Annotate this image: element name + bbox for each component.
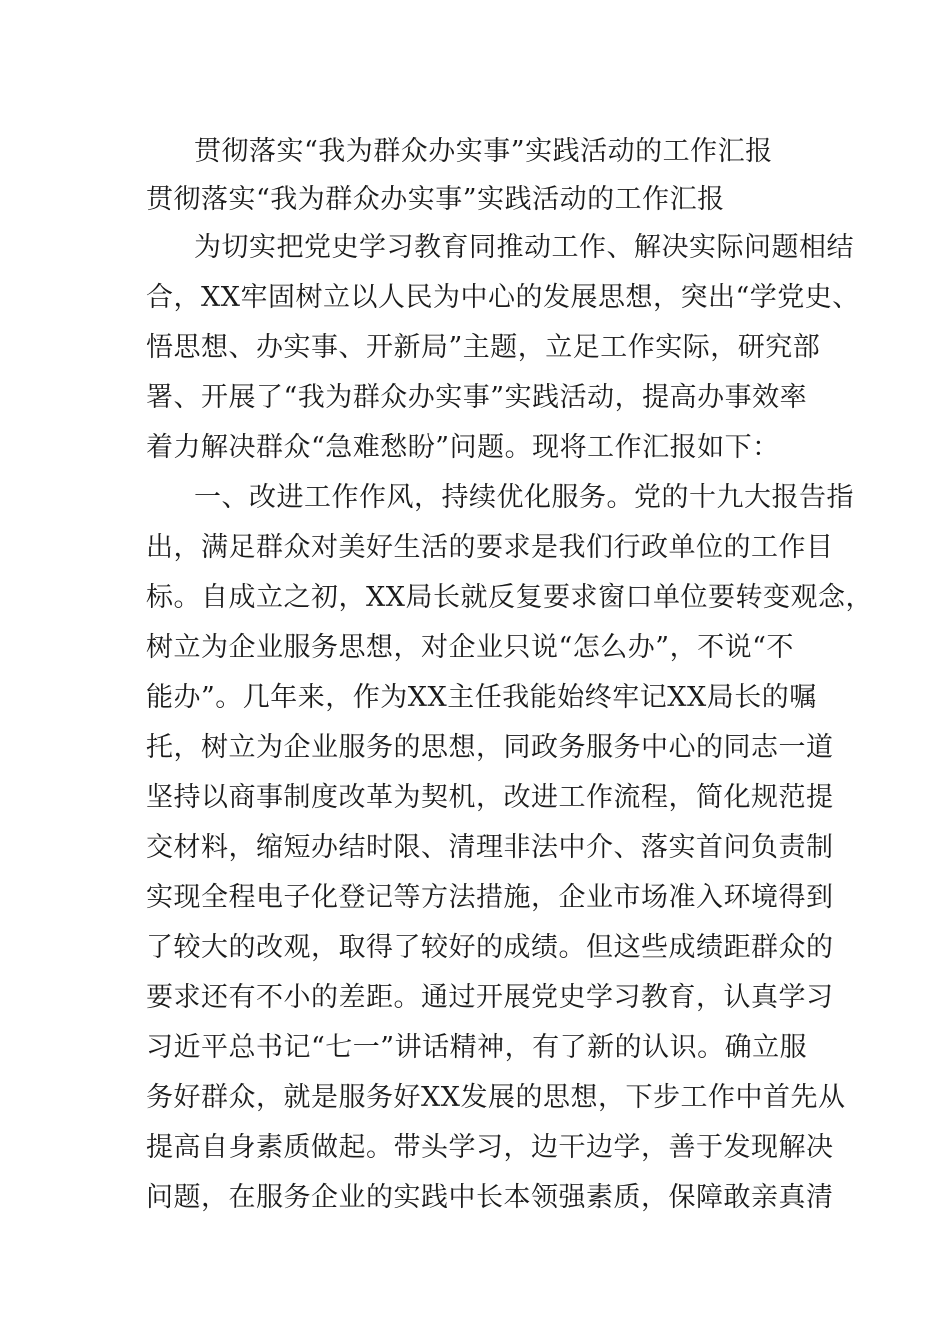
body-line: 了较大的改观，取得了较好的成绩。但这些成绩距群众的 [146,932,834,963]
body-line: 问题，在服务企业的实践中长本领强素质，保障敢亲真清 [146,1182,834,1213]
body-line: 实现全程电子化登记等方法措施，企业市场准入环境得到 [146,882,834,913]
document-subtitle: 贯彻落实“我为群众办实事”实践活动的工作汇报 [146,184,725,215]
document-title: 贯彻落实“我为群众办实事”实践活动的工作汇报 [194,136,773,167]
body-line: 务好群众，就是服务好XX发展的思想，下步工作中首先从 [146,1082,846,1113]
body-line: 为切实把党史学习教育同推动工作、解决实际问题相结 [194,232,854,263]
body-line: 提高自身素质做起。带头学习，边干边学，善于发现解决 [146,1132,834,1163]
body-line: 坚持以商事制度改革为契机，改进工作流程，简化规范提 [146,782,834,813]
body-line: 能办”。几年来，作为XX主任我能始终牢记XX局长的嘱 [146,682,817,713]
body-line: 悟思想、办实事、开新局”主题，立足工作实际，研究部 [146,332,821,363]
body-line: 托，树立为企业服务的思想，同政务服务中心的同志一道 [146,732,834,763]
body-line: 习近平总书记“七一”讲话精神，有了新的认识。确立服 [146,1032,808,1063]
body-line: 交材料，缩短办结时限、清理非法中介、落实首问负责制 [146,832,834,863]
body-line: 要求还有不小的差距。通过开展党史学习教育，认真学习 [146,982,834,1013]
body-line: 合，XX牢固树立以人民为中心的发展思想，突出“学党史、 [146,282,860,313]
body-line: 署、开展了“我为群众办实事”实践活动，提高办事效率 [146,382,808,413]
body-line: 树立为企业服务思想，对企业只说“怎么办”，不说“不 [146,632,794,663]
body-line: 标。自成立之初，XX局长就反复要求窗口单位要转变观念， [146,582,873,613]
body-line: 出，满足群众对美好生活的要求是我们行政单位的工作目 [146,532,834,563]
body-line: 着力解决群众“急难愁盼”问题。现将工作汇报如下： [146,432,780,463]
body-line: 一、改进工作作风，持续优化服务。党的十九大报告指 [194,482,854,513]
